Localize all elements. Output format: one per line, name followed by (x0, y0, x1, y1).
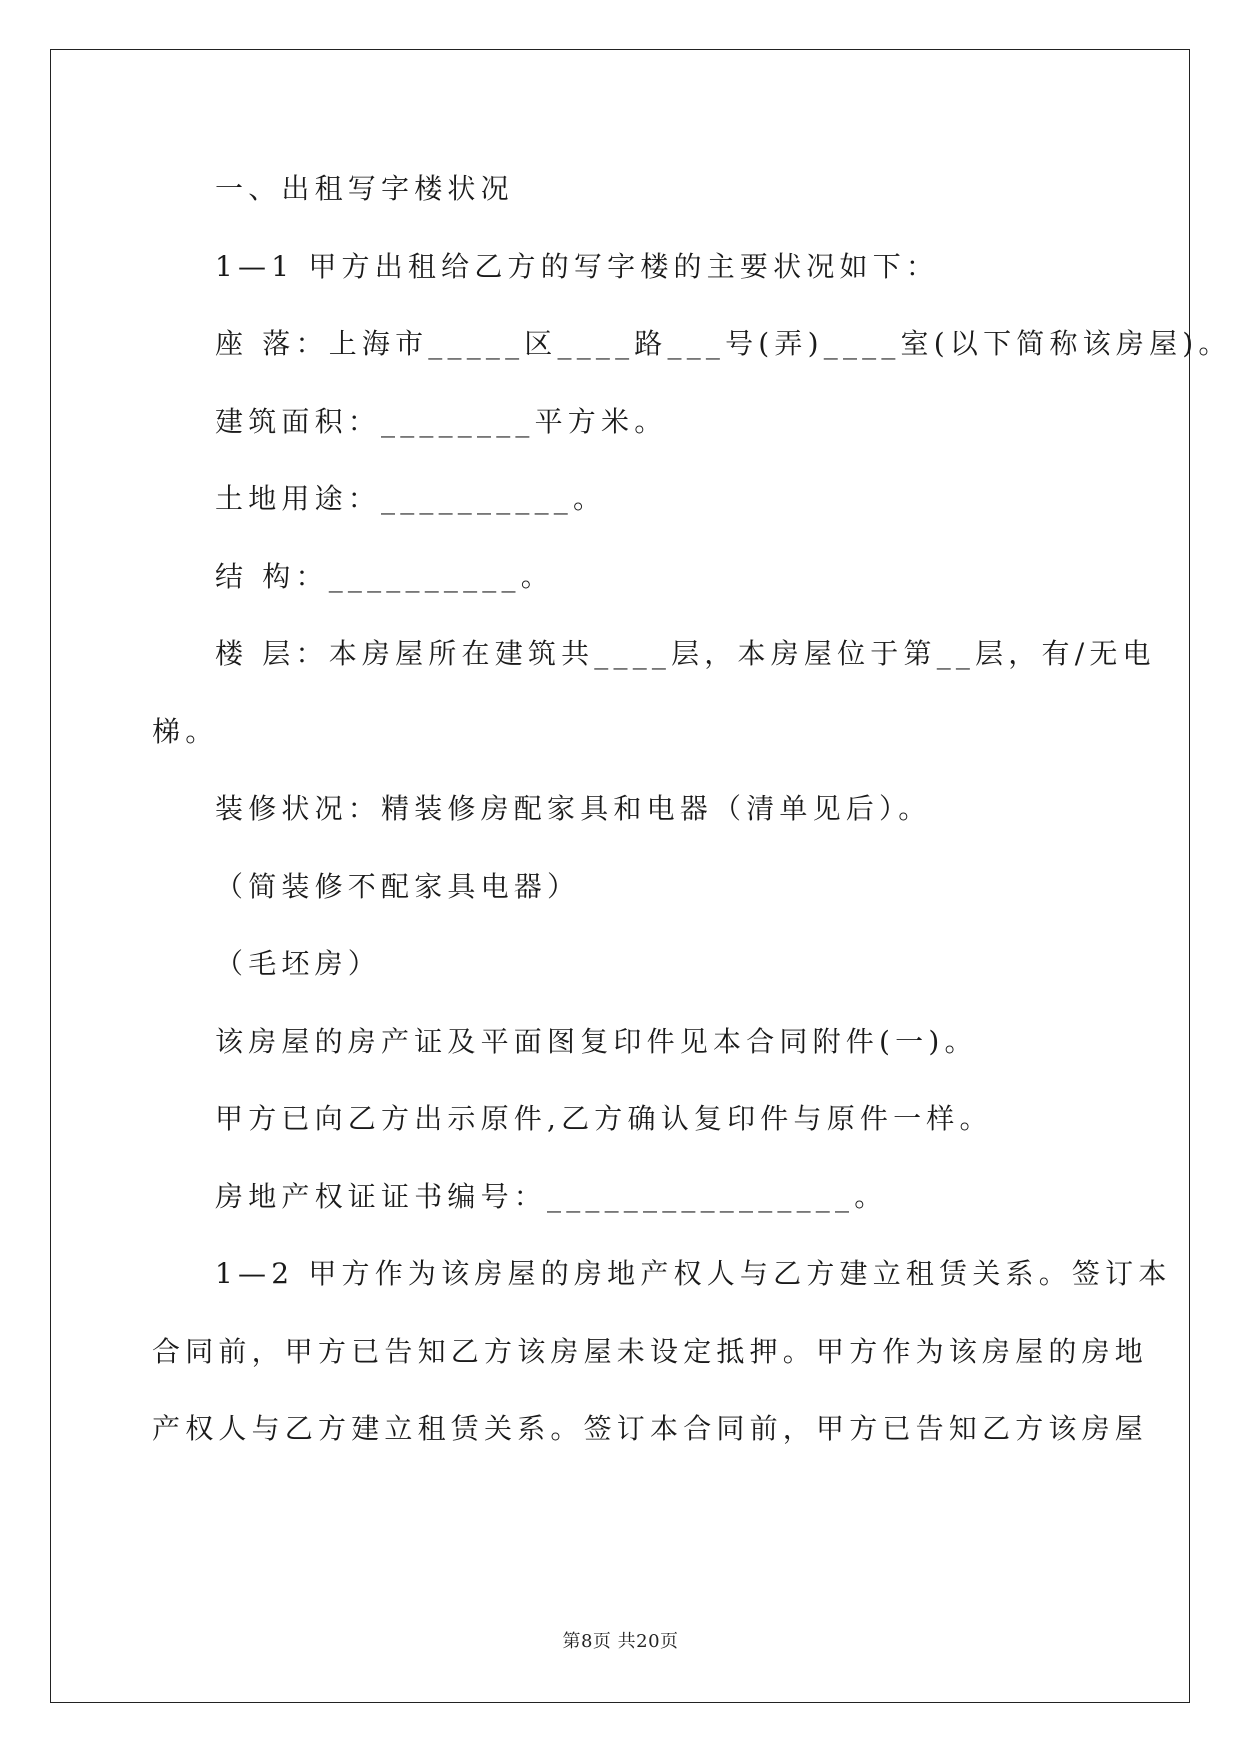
section-heading: 一、出租写字楼状况 (215, 172, 514, 205)
clause-1-2-continued-1: 合同前，甲方已告知乙方该房屋未设定抵押。甲方作为该房屋的房地 (152, 1334, 1149, 1368)
location-line: 座 落：上海市_____区____路___号(弄)____室(以下简称该房屋)。 (215, 327, 1232, 360)
original-shown-line: 甲方已向乙方出示原件,乙方确认复印件与原件一样。 (215, 1102, 993, 1135)
clause-1-1: 1—1 甲方出租给乙方的写字楼的主要状况如下： (215, 249, 940, 283)
simple-decoration-line: （简装修不配家具电器） (215, 869, 581, 903)
floor-area-line: 建筑面积：________平方米。 (215, 404, 668, 438)
rough-house-line: （毛坯房） (215, 947, 382, 980)
floor-line: 楼 层：本房屋所在建筑共____层，本房屋位于第__层，有/无电 (215, 637, 1156, 670)
certificate-copy-line: 该房屋的房产证及平面图复印件见本合同附件(一)。 (215, 1024, 978, 1058)
floor-line-continued: 梯。 (152, 714, 219, 748)
page-number: 第8页 共20页 (562, 1631, 679, 1652)
decoration-line: 装修状况：精装修房配家具和电器（清单见后）。 (215, 792, 932, 825)
certificate-number-line: 房地产权证证书编号：________________。 (215, 1179, 888, 1213)
clause-1-2-continued-2: 产权人与乙方建立租赁关系。签订本合同前，甲方已告知乙方该房屋 (152, 1412, 1149, 1445)
land-use-line: 土地用途：__________。 (215, 482, 607, 515)
clause-1-2: 1—2 甲方作为该房屋的房地产权人与乙方建立租赁关系。签订本 (215, 1257, 1172, 1290)
document-body (152, 150, 1232, 1468)
structure-line: 结 构：__________。 (215, 559, 554, 593)
